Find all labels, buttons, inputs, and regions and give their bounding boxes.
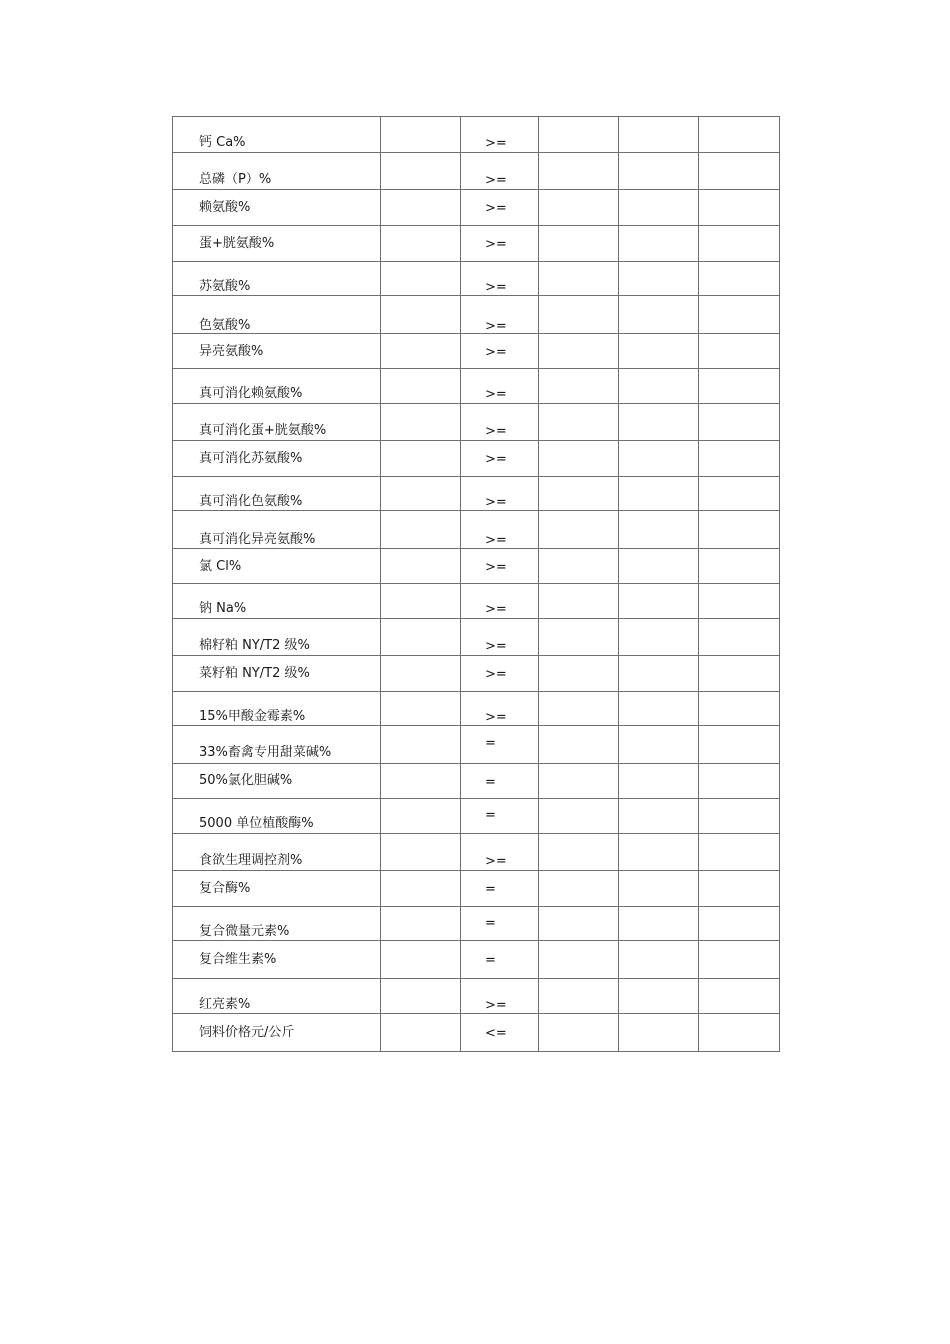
constraint-operator-cell	[461, 834, 539, 871]
nutrient-name: 50%氯化胆碱%	[199, 773, 293, 788]
value-cell[interactable]	[381, 692, 461, 726]
table-row	[173, 1014, 780, 1052]
value-cell[interactable]	[381, 334, 461, 369]
value-cell[interactable]	[539, 511, 619, 549]
constraint-operator-cell	[461, 764, 539, 799]
value-cell[interactable]	[619, 799, 699, 834]
constraint-operator-cell	[461, 979, 539, 1014]
value-cell[interactable]	[619, 834, 699, 871]
constraint-operator: >=	[485, 424, 507, 439]
nutrient-name-cell	[173, 584, 381, 619]
value-cell[interactable]	[539, 477, 619, 511]
table-row	[173, 834, 780, 871]
nutrient-name: 菜籽粕 NY/T2 级%	[199, 666, 310, 681]
nutrient-name-cell	[173, 511, 381, 549]
value-cell[interactable]	[699, 941, 780, 979]
constraint-operator: =	[485, 882, 496, 897]
nutrient-name: 33%畜禽专用甜菜碱%	[199, 745, 332, 760]
value-cell[interactable]	[619, 153, 699, 190]
constraint-operator-cell	[461, 656, 539, 692]
table-row	[173, 941, 780, 979]
value-cell[interactable]	[699, 871, 780, 907]
nutrient-name: 饲料价格元/公斤	[199, 1025, 295, 1040]
value-cell[interactable]	[619, 1014, 699, 1052]
nutrient-name-cell	[173, 941, 381, 979]
constraint-operator: >=	[485, 667, 507, 682]
value-cell[interactable]	[619, 764, 699, 799]
nutrient-name-cell	[173, 834, 381, 871]
constraint-operator: >=	[485, 387, 507, 402]
value-cell[interactable]	[699, 834, 780, 871]
value-cell[interactable]	[381, 549, 461, 584]
value-cell[interactable]	[381, 262, 461, 296]
nutrient-name-cell	[173, 656, 381, 692]
constraint-operator: >=	[485, 639, 507, 654]
value-cell[interactable]	[619, 871, 699, 907]
table-row	[173, 907, 780, 941]
value-cell[interactable]	[699, 117, 780, 153]
value-cell[interactable]	[539, 441, 619, 477]
nutrient-name: 异亮氨酸%	[199, 344, 264, 359]
nutrient-name-cell	[173, 190, 381, 226]
constraint-operator: >=	[485, 998, 507, 1013]
value-cell[interactable]	[699, 226, 780, 262]
value-cell[interactable]	[699, 477, 780, 511]
value-cell[interactable]	[539, 404, 619, 441]
constraint-operator: >=	[485, 560, 507, 575]
value-cell[interactable]	[381, 1014, 461, 1052]
value-cell[interactable]	[619, 692, 699, 726]
value-cell[interactable]	[381, 511, 461, 549]
constraint-operator: >=	[485, 602, 507, 617]
nutrient-name: 棉籽粕 NY/T2 级%	[199, 638, 310, 653]
value-cell[interactable]	[699, 979, 780, 1014]
value-cell[interactable]	[619, 656, 699, 692]
value-cell[interactable]	[699, 764, 780, 799]
value-cell[interactable]	[539, 226, 619, 262]
nutrient-name: 真可消化苏氨酸%	[199, 451, 303, 466]
table-row	[173, 369, 780, 404]
nutrient-name: 苏氨酸%	[199, 279, 251, 294]
nutrient-name-cell	[173, 726, 381, 764]
value-cell[interactable]	[539, 153, 619, 190]
nutrient-name: 钠 Na%	[199, 601, 247, 616]
value-cell[interactable]	[381, 369, 461, 404]
nutrient-name: 真可消化色氨酸%	[199, 494, 303, 509]
constraint-operator-cell	[461, 941, 539, 979]
value-cell[interactable]	[699, 369, 780, 404]
value-cell[interactable]	[539, 907, 619, 941]
value-cell[interactable]	[699, 656, 780, 692]
value-cell[interactable]	[381, 656, 461, 692]
constraint-operator-cell	[461, 726, 539, 764]
table-row	[173, 511, 780, 549]
value-cell[interactable]	[699, 619, 780, 656]
constraint-operator-cell	[461, 153, 539, 190]
nutrient-name-cell	[173, 334, 381, 369]
value-cell[interactable]	[381, 153, 461, 190]
table-row	[173, 549, 780, 584]
table-row	[173, 764, 780, 799]
value-cell[interactable]	[699, 1014, 780, 1052]
value-cell[interactable]	[699, 296, 780, 334]
constraint-operator: >=	[485, 136, 507, 151]
value-cell[interactable]	[699, 726, 780, 764]
value-cell[interactable]	[539, 369, 619, 404]
value-cell[interactable]	[539, 834, 619, 871]
nutrient-name-cell	[173, 764, 381, 799]
constraint-operator-cell	[461, 190, 539, 226]
value-cell[interactable]	[619, 726, 699, 764]
constraint-operator-cell	[461, 549, 539, 584]
table-row	[173, 692, 780, 726]
value-cell[interactable]	[699, 262, 780, 296]
nutrient-name: 复合酶%	[199, 881, 251, 896]
nutrient-name: 复合微量元素%	[199, 924, 290, 939]
value-cell[interactable]	[699, 799, 780, 834]
nutrient-name: 食欲生理调控剂%	[199, 853, 303, 868]
value-cell[interactable]	[619, 441, 699, 477]
value-cell[interactable]	[381, 404, 461, 441]
nutrient-name-cell	[173, 619, 381, 656]
nutrient-name-cell	[173, 296, 381, 334]
constraint-operator: >=	[485, 710, 507, 725]
table-row	[173, 871, 780, 907]
constraint-operator: >=	[485, 533, 507, 548]
value-cell[interactable]	[381, 190, 461, 226]
constraint-operator: =	[485, 808, 496, 823]
constraint-operator-cell	[461, 584, 539, 619]
value-cell[interactable]	[381, 619, 461, 656]
value-cell[interactable]	[381, 979, 461, 1014]
value-cell[interactable]	[619, 511, 699, 549]
nutrient-name-cell	[173, 441, 381, 477]
value-cell[interactable]	[699, 692, 780, 726]
value-cell[interactable]	[539, 941, 619, 979]
constraint-operator: =	[485, 736, 496, 751]
nutrient-name-cell	[173, 871, 381, 907]
table-row	[173, 117, 780, 153]
value-cell[interactable]	[539, 262, 619, 296]
table-row	[173, 226, 780, 262]
value-cell[interactable]	[619, 262, 699, 296]
value-cell[interactable]	[381, 477, 461, 511]
value-cell[interactable]	[381, 799, 461, 834]
value-cell[interactable]	[539, 1014, 619, 1052]
value-cell[interactable]	[539, 799, 619, 834]
nutrient-name-cell	[173, 369, 381, 404]
value-cell[interactable]	[619, 941, 699, 979]
value-cell[interactable]	[539, 764, 619, 799]
value-cell[interactable]	[699, 907, 780, 941]
value-cell[interactable]	[699, 511, 780, 549]
value-cell[interactable]	[699, 334, 780, 369]
value-cell[interactable]	[619, 117, 699, 153]
constraint-operator-cell	[461, 619, 539, 656]
constraint-operator-cell	[461, 1014, 539, 1052]
constraint-operator: >=	[485, 854, 507, 869]
nutrient-name: 复合维生素%	[199, 952, 277, 967]
constraint-operator-cell	[461, 799, 539, 834]
nutrient-name-cell	[173, 979, 381, 1014]
value-cell[interactable]	[619, 619, 699, 656]
value-cell[interactable]	[619, 226, 699, 262]
constraint-operator-cell	[461, 692, 539, 726]
constraint-operator-cell	[461, 907, 539, 941]
value-cell[interactable]	[381, 941, 461, 979]
value-cell[interactable]	[381, 834, 461, 871]
table-row	[173, 296, 780, 334]
table-row	[173, 619, 780, 656]
value-cell[interactable]	[539, 619, 619, 656]
nutrient-name-cell	[173, 262, 381, 296]
value-cell[interactable]	[619, 369, 699, 404]
value-cell[interactable]	[381, 296, 461, 334]
nutrient-name-cell	[173, 153, 381, 190]
nutrient-name: 真可消化赖氨酸%	[199, 386, 303, 401]
constraint-operator: >=	[485, 452, 507, 467]
value-cell[interactable]	[539, 584, 619, 619]
nutrient-name: 5000 单位植酸酶%	[199, 816, 314, 831]
nutrient-name: 真可消化异亮氨酸%	[199, 532, 316, 547]
nutrient-name: 红亮素%	[199, 997, 251, 1012]
value-cell[interactable]	[619, 979, 699, 1014]
constraint-operator-cell	[461, 511, 539, 549]
value-cell[interactable]	[539, 117, 619, 153]
value-cell[interactable]	[381, 117, 461, 153]
value-cell[interactable]	[539, 656, 619, 692]
value-cell[interactable]	[619, 907, 699, 941]
constraint-operator: >=	[485, 173, 507, 188]
nutrient-name-cell	[173, 549, 381, 584]
table-row	[173, 584, 780, 619]
constraint-operator-cell	[461, 477, 539, 511]
constraint-operator-cell	[461, 369, 539, 404]
constraint-operator: >=	[485, 319, 507, 334]
constraint-operator: <=	[485, 1026, 507, 1041]
value-cell[interactable]	[699, 404, 780, 441]
constraint-operator: =	[485, 953, 496, 968]
value-cell[interactable]	[539, 871, 619, 907]
value-cell[interactable]	[539, 549, 619, 584]
table-row	[173, 262, 780, 296]
constraint-operator: >=	[485, 345, 507, 360]
constraint-operator-cell	[461, 226, 539, 262]
value-cell[interactable]	[619, 404, 699, 441]
value-cell[interactable]	[381, 764, 461, 799]
value-cell[interactable]	[381, 441, 461, 477]
value-cell[interactable]	[381, 226, 461, 262]
constraint-operator-cell	[461, 117, 539, 153]
value-cell[interactable]	[619, 296, 699, 334]
table-row	[173, 334, 780, 369]
nutrient-name: 总磷（P）%	[199, 172, 272, 187]
value-cell[interactable]	[381, 871, 461, 907]
nutrient-name: 色氨酸%	[199, 318, 251, 333]
table-row	[173, 404, 780, 441]
constraint-operator: >=	[485, 201, 507, 216]
nutrient-name: 赖氨酸%	[199, 200, 251, 215]
constraint-operator-cell	[461, 871, 539, 907]
constraint-operator: =	[485, 916, 496, 931]
value-cell[interactable]	[381, 907, 461, 941]
table-row	[173, 726, 780, 764]
table-row	[173, 799, 780, 834]
nutrient-name: 钙 Ca%	[199, 135, 246, 150]
nutrient-name-cell	[173, 477, 381, 511]
table-row	[173, 190, 780, 226]
constraint-operator-cell	[461, 296, 539, 334]
formula-table	[172, 116, 780, 1052]
nutrient-name-cell	[173, 117, 381, 153]
value-cell[interactable]	[699, 584, 780, 619]
value-cell[interactable]	[381, 584, 461, 619]
constraint-operator: >=	[485, 280, 507, 295]
value-cell[interactable]	[699, 441, 780, 477]
value-cell[interactable]	[699, 190, 780, 226]
nutrient-name-cell	[173, 1014, 381, 1052]
nutrient-name-cell	[173, 907, 381, 941]
nutrient-name: 氯 Cl%	[199, 559, 242, 574]
constraint-operator: >=	[485, 237, 507, 252]
value-cell[interactable]	[619, 549, 699, 584]
value-cell[interactable]	[539, 334, 619, 369]
nutrient-name: 15%甲酸金霉素%	[199, 709, 306, 724]
nutrient-name-cell	[173, 404, 381, 441]
value-cell[interactable]	[619, 477, 699, 511]
constraint-operator-cell	[461, 334, 539, 369]
value-cell[interactable]	[619, 334, 699, 369]
constraint-operator: =	[485, 775, 496, 790]
table-row	[173, 153, 780, 190]
value-cell[interactable]	[619, 190, 699, 226]
constraint-operator-cell	[461, 404, 539, 441]
table-row	[173, 441, 780, 477]
value-cell[interactable]	[699, 153, 780, 190]
constraint-operator-cell	[461, 262, 539, 296]
value-cell[interactable]	[699, 549, 780, 584]
nutrient-name: 蛋+胱氨酸%	[199, 236, 275, 251]
value-cell[interactable]	[619, 584, 699, 619]
constraint-operator-cell	[461, 441, 539, 477]
value-cell[interactable]	[539, 190, 619, 226]
nutrient-name-cell	[173, 692, 381, 726]
value-cell[interactable]	[381, 726, 461, 764]
value-cell[interactable]	[539, 726, 619, 764]
table-row	[173, 656, 780, 692]
table-row	[173, 979, 780, 1014]
nutrient-name-cell	[173, 799, 381, 834]
nutrient-name-cell	[173, 226, 381, 262]
value-cell[interactable]	[539, 692, 619, 726]
nutrient-name: 真可消化蛋+胱氨酸%	[199, 423, 327, 438]
value-cell[interactable]	[539, 979, 619, 1014]
table-row	[173, 477, 780, 511]
constraint-operator: >=	[485, 495, 507, 510]
value-cell[interactable]	[539, 296, 619, 334]
